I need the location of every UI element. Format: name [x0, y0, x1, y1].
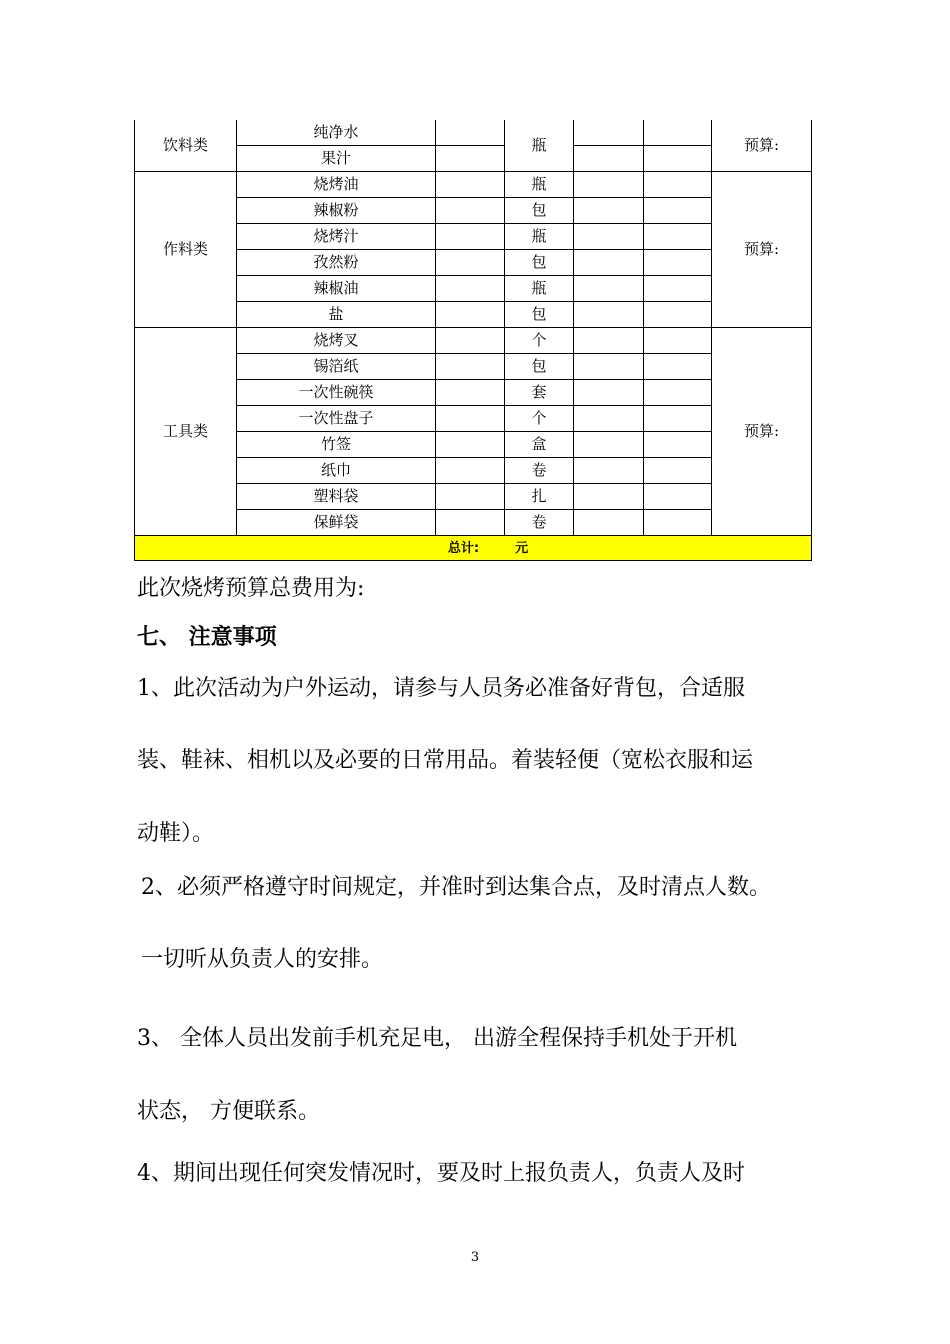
- price-cell: [574, 432, 644, 458]
- item-name-cell: 纸巾: [237, 458, 436, 484]
- quantity-cell: [436, 224, 505, 250]
- subtotal-cell: [644, 406, 712, 432]
- paragraph-line: 动鞋）。: [137, 821, 215, 846]
- item-name-cell: 一次性盘子: [237, 406, 436, 432]
- subtotal-cell: [644, 302, 712, 328]
- subtotal-cell: [644, 432, 712, 458]
- price-cell: [574, 198, 644, 224]
- table-row: [135, 146, 812, 172]
- paragraph-line: 4、期间出现任何突发情况时，要及时上报负责人，负责人及时: [137, 1161, 745, 1186]
- quantity-cell: [436, 198, 505, 224]
- total-label: 总计:: [447, 540, 480, 556]
- table-row: [135, 198, 812, 224]
- item-name-cell: 烧烤叉: [237, 328, 436, 354]
- budget-table: [134, 120, 812, 561]
- subtotal-cell: [644, 484, 712, 510]
- table-row: [135, 432, 812, 458]
- subtotal-cell: [644, 172, 712, 198]
- table-row: [135, 276, 812, 302]
- table-row: [135, 172, 812, 198]
- table-row: [135, 510, 812, 536]
- budget-cell: 预算:: [712, 328, 812, 536]
- quantity-cell: [436, 120, 505, 146]
- budget-summary: 此次烧烤预算总费用为:: [137, 576, 365, 601]
- unit-cell: 个: [505, 328, 574, 354]
- table-row: [135, 224, 812, 250]
- table-row: [135, 380, 812, 406]
- unit-cell: 瓶: [505, 276, 574, 302]
- item-name-cell: 辣椒粉: [237, 198, 436, 224]
- unit-cell: 扎: [505, 484, 574, 510]
- paragraph-line: 2、必须严格遵守时间规定，并准时到达集合点，及时清点人数。: [141, 875, 771, 900]
- unit-cell: 卷: [505, 458, 574, 484]
- page-number: 3: [470, 1250, 480, 1265]
- total-unit: 元: [515, 540, 529, 556]
- item-name-cell: 纯净水: [237, 120, 436, 146]
- item-name-cell: 竹签: [237, 432, 436, 458]
- quantity-cell: [436, 302, 505, 328]
- quantity-cell: [436, 458, 505, 484]
- table-row: [135, 484, 812, 510]
- unit-cell: 包: [505, 354, 574, 380]
- item-name-cell: 果汁: [237, 146, 436, 172]
- subtotal-cell: [644, 458, 712, 484]
- budget-cell: 预算:: [712, 120, 812, 172]
- price-cell: [574, 302, 644, 328]
- table-row: [135, 302, 812, 328]
- table-row: [135, 250, 812, 276]
- category-cell: 作料类: [135, 172, 237, 328]
- paragraph-line: 状态， 方便联系。: [137, 1099, 320, 1124]
- section-heading: 七、 注意事项: [137, 625, 277, 650]
- subtotal-cell: [644, 250, 712, 276]
- subtotal-cell: [644, 198, 712, 224]
- unit-cell: 瓶: [505, 120, 574, 172]
- table-row: [135, 120, 812, 146]
- quantity-cell: [436, 484, 505, 510]
- subtotal-cell: [644, 380, 712, 406]
- subtotal-cell: [644, 328, 712, 354]
- price-cell: [574, 484, 644, 510]
- item-name-cell: 塑料袋: [237, 484, 436, 510]
- table-row: [135, 354, 812, 380]
- subtotal-cell: [644, 510, 712, 536]
- subtotal-cell: [644, 120, 712, 146]
- price-cell: [574, 224, 644, 250]
- quantity-cell: [436, 172, 505, 198]
- item-name-cell: 烧烤油: [237, 172, 436, 198]
- price-cell: [574, 458, 644, 484]
- item-name-cell: 孜然粉: [237, 250, 436, 276]
- category-cell: 饮料类: [135, 120, 237, 172]
- price-cell: [574, 510, 644, 536]
- item-name-cell: 保鲜袋: [237, 510, 436, 536]
- table-row: [135, 328, 812, 354]
- category-cell: 工具类: [135, 328, 237, 536]
- table-row: [135, 406, 812, 432]
- quantity-cell: [436, 328, 505, 354]
- price-cell: [574, 276, 644, 302]
- subtotal-cell: [644, 276, 712, 302]
- subtotal-cell: [644, 354, 712, 380]
- item-name-cell: 锡箔纸: [237, 354, 436, 380]
- quantity-cell: [436, 250, 505, 276]
- price-cell: [574, 172, 644, 198]
- table-row: [135, 458, 812, 484]
- total-row: [135, 536, 812, 561]
- total-cell: [135, 536, 812, 561]
- subtotal-cell: [644, 224, 712, 250]
- price-cell: [574, 380, 644, 406]
- quantity-cell: [436, 510, 505, 536]
- paragraph-line: 装、鞋袜、相机以及必要的日常用品。着装轻便（宽松衣服和运: [137, 748, 754, 773]
- price-cell: [574, 406, 644, 432]
- quantity-cell: [436, 276, 505, 302]
- budget-cell: 预算:: [712, 172, 812, 328]
- item-name-cell: 盐: [237, 302, 436, 328]
- unit-cell: 卷: [505, 510, 574, 536]
- quantity-cell: [436, 380, 505, 406]
- item-name-cell: 辣椒油: [237, 276, 436, 302]
- unit-cell: 盒: [505, 432, 574, 458]
- paragraph-line: 1、此次活动为户外运动，请参与人员务必准备好背包，合适服: [137, 676, 745, 701]
- unit-cell: 包: [505, 302, 574, 328]
- price-cell: [574, 328, 644, 354]
- subtotal-cell: [644, 146, 712, 172]
- item-name-cell: 一次性碗筷: [237, 380, 436, 406]
- price-cell: [574, 250, 644, 276]
- quantity-cell: [436, 354, 505, 380]
- paragraph-line: 3、 全体人员出发前手机充足电， 出游全程保持手机处于开机: [137, 1026, 737, 1051]
- price-cell: [574, 146, 644, 172]
- unit-cell: 套: [505, 380, 574, 406]
- unit-cell: 包: [505, 198, 574, 224]
- unit-cell: 包: [505, 250, 574, 276]
- quantity-cell: [436, 406, 505, 432]
- quantity-cell: [436, 146, 505, 172]
- unit-cell: 瓶: [505, 224, 574, 250]
- item-name-cell: 烧烤汁: [237, 224, 436, 250]
- unit-cell: 个: [505, 406, 574, 432]
- quantity-cell: [436, 432, 505, 458]
- price-cell: [574, 354, 644, 380]
- price-cell: [574, 120, 644, 146]
- unit-cell: 瓶: [505, 172, 574, 198]
- paragraph-line: 一切听从负责人的安排。: [141, 947, 384, 972]
